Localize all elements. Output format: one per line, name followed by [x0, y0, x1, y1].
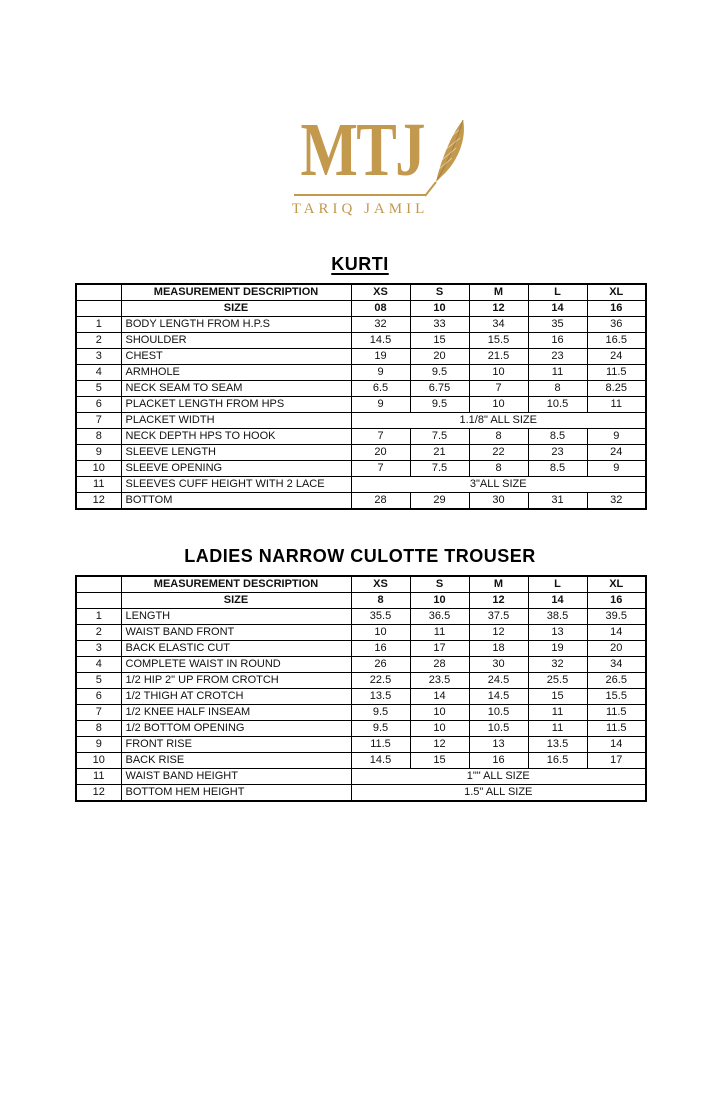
measurement-label-cell: COMPLETE WAIST IN ROUND	[121, 657, 351, 673]
measurement-label-cell: ARMHOLE	[121, 365, 351, 381]
measurement-value-cell: 8.25	[587, 381, 646, 397]
measurement-value-cell: 10.5	[469, 721, 528, 737]
measurement-value-cell: 9.5	[410, 365, 469, 381]
measurement-value-cell: 20	[587, 641, 646, 657]
size-row-label: SIZE	[121, 301, 351, 317]
measurement-label-cell: PLACKET LENGTH FROM HPS	[121, 397, 351, 413]
measurement-value-cell: 10	[410, 721, 469, 737]
measurement-value-cell: 11	[587, 397, 646, 413]
row-number-cell: 6	[76, 397, 121, 413]
measurement-row	[76, 477, 646, 493]
brand-monogram: MTJ	[300, 108, 424, 192]
measurement-value-cell: 9.5	[351, 721, 410, 737]
size-number-cell: 14	[528, 301, 587, 317]
measurement-value-cell: 16	[528, 333, 587, 349]
measurement-row	[76, 493, 646, 510]
measurement-value-cell: 16.5	[587, 333, 646, 349]
measurement-value-cell: 8	[528, 381, 587, 397]
allsize-span-cell: 1.5" ALL SIZE	[351, 785, 646, 802]
measurement-value-cell: 14	[410, 689, 469, 705]
measurement-label-cell: 1/2 BOTTOM OPENING	[121, 721, 351, 737]
measurement-value-cell: 16	[469, 753, 528, 769]
measurement-value-cell: 11.5	[587, 365, 646, 381]
measurement-label-cell: NECK DEPTH HPS TO HOOK	[121, 429, 351, 445]
measurement-value-cell: 14.5	[351, 333, 410, 349]
column-header-row	[76, 284, 646, 301]
size-chart-section-trouser	[75, 546, 645, 802]
measurement-value-cell: 11	[410, 625, 469, 641]
description-header: MEASUREMENT DESCRIPTION	[121, 576, 351, 593]
size-number-cell: 10	[410, 301, 469, 317]
brand-wordmark: TARIQ JAMIL	[291, 201, 429, 217]
measurement-row	[76, 413, 646, 429]
measurement-value-cell: 13	[469, 737, 528, 753]
measurement-value-cell: 12	[469, 625, 528, 641]
measurement-value-cell: 19	[528, 641, 587, 657]
row-number-header	[76, 593, 121, 609]
row-number-cell: 2	[76, 625, 121, 641]
measurement-value-cell: 24.5	[469, 673, 528, 689]
row-number-cell: 12	[76, 785, 121, 802]
measurement-value-cell: 11	[528, 705, 587, 721]
measurement-value-cell: 11.5	[587, 705, 646, 721]
measurement-value-cell: 6.75	[410, 381, 469, 397]
allsize-span-cell: 1"" ALL SIZE	[351, 769, 646, 785]
measurement-value-cell: 23	[528, 445, 587, 461]
measurement-value-cell: 9	[351, 397, 410, 413]
measurement-label-cell: PLACKET WIDTH	[121, 413, 351, 429]
row-number-cell: 9	[76, 445, 121, 461]
measurement-value-cell: 7	[469, 381, 528, 397]
measurement-row	[76, 397, 646, 413]
row-number-cell: 8	[76, 721, 121, 737]
measurement-value-cell: 34	[587, 657, 646, 673]
size-column-header: M	[469, 284, 528, 301]
measurement-value-cell: 16	[351, 641, 410, 657]
row-number-cell: 5	[76, 381, 121, 397]
row-number-cell: 10	[76, 753, 121, 769]
measurement-value-cell: 10.5	[469, 705, 528, 721]
measurement-label-cell: WAIST BAND FRONT	[121, 625, 351, 641]
row-number-header	[76, 576, 121, 593]
logo-divider	[294, 194, 426, 196]
measurement-value-cell: 10	[351, 625, 410, 641]
row-number-cell: 1	[76, 609, 121, 625]
measurement-label-cell: SLEEVE OPENING	[121, 461, 351, 477]
row-number-header	[76, 301, 121, 317]
measurement-value-cell: 15	[528, 689, 587, 705]
measurement-value-cell: 6.5	[351, 381, 410, 397]
measurement-value-cell: 35	[528, 317, 587, 333]
measurement-label-cell: 1/2 HIP 2" UP FROM CROTCH	[121, 673, 351, 689]
measurement-value-cell: 32	[351, 317, 410, 333]
size-number-cell: 8	[351, 593, 410, 609]
row-number-cell: 3	[76, 641, 121, 657]
measurement-value-cell: 9.5	[351, 705, 410, 721]
measurement-value-cell: 31	[528, 493, 587, 510]
measurement-value-cell: 8.5	[528, 461, 587, 477]
size-chart-table	[75, 283, 647, 510]
measurement-row	[76, 753, 646, 769]
size-column-header: XS	[351, 284, 410, 301]
measurement-label-cell: 1/2 KNEE HALF INSEAM	[121, 705, 351, 721]
measurement-row	[76, 785, 646, 802]
measurement-value-cell: 38.5	[528, 609, 587, 625]
measurement-label-cell: BACK ELASTIC CUT	[121, 641, 351, 657]
size-column-header: L	[528, 576, 587, 593]
measurement-label-cell: 1/2 THIGH AT CROTCH	[121, 689, 351, 705]
measurement-value-cell: 13	[528, 625, 587, 641]
measurement-row	[76, 721, 646, 737]
measurement-value-cell: 23.5	[410, 673, 469, 689]
measurement-row	[76, 365, 646, 381]
row-number-cell: 10	[76, 461, 121, 477]
measurement-label-cell: CHEST	[121, 349, 351, 365]
measurement-label-cell: BOTTOM	[121, 493, 351, 510]
measurement-row	[76, 689, 646, 705]
measurement-value-cell: 10	[469, 365, 528, 381]
measurement-value-cell: 28	[410, 657, 469, 673]
measurement-row	[76, 461, 646, 477]
measurement-value-cell: 35.5	[351, 609, 410, 625]
row-number-cell: 4	[76, 365, 121, 381]
measurement-value-cell: 11.5	[587, 721, 646, 737]
measurement-value-cell: 28	[351, 493, 410, 510]
measurement-value-cell: 10	[469, 397, 528, 413]
row-number-cell: 7	[76, 705, 121, 721]
measurement-row	[76, 641, 646, 657]
row-number-cell: 12	[76, 493, 121, 510]
allsize-span-cell: 1.1/8" ALL SIZE	[351, 413, 646, 429]
row-number-cell: 11	[76, 769, 121, 785]
measurement-value-cell: 9.5	[410, 397, 469, 413]
measurement-value-cell: 13.5	[528, 737, 587, 753]
measurement-row	[76, 349, 646, 365]
measurement-value-cell: 13.5	[351, 689, 410, 705]
measurement-value-cell: 19	[351, 349, 410, 365]
measurement-row	[76, 737, 646, 753]
row-number-cell: 7	[76, 413, 121, 429]
row-number-cell: 8	[76, 429, 121, 445]
measurement-label-cell: BOTTOM HEM HEIGHT	[121, 785, 351, 802]
description-header: MEASUREMENT DESCRIPTION	[121, 284, 351, 301]
row-number-cell: 1	[76, 317, 121, 333]
measurement-row	[76, 769, 646, 785]
allsize-span-cell: 3"ALL SIZE	[351, 477, 646, 493]
measurement-value-cell: 7.5	[410, 461, 469, 477]
brand-logo-inner	[285, 110, 435, 218]
measurement-label-cell: SLEEVE LENGTH	[121, 445, 351, 461]
size-column-header: S	[410, 576, 469, 593]
row-number-cell: 3	[76, 349, 121, 365]
quill-feather-icon	[421, 118, 467, 198]
column-header-row	[76, 576, 646, 593]
size-number-cell: 14	[528, 593, 587, 609]
measurement-value-cell: 15.5	[469, 333, 528, 349]
measurement-label-cell: BODY LENGTH FROM H.P.S	[121, 317, 351, 333]
row-number-header	[76, 284, 121, 301]
measurement-row	[76, 625, 646, 641]
measurement-value-cell: 30	[469, 657, 528, 673]
row-number-cell: 6	[76, 689, 121, 705]
size-column-header: XL	[587, 284, 646, 301]
row-number-cell: 5	[76, 673, 121, 689]
measurement-value-cell: 7	[351, 429, 410, 445]
measurement-value-cell: 7.5	[410, 429, 469, 445]
measurement-label-cell: FRONT RISE	[121, 737, 351, 753]
measurement-value-cell: 9	[587, 461, 646, 477]
measurement-value-cell: 9	[351, 365, 410, 381]
measurement-row	[76, 381, 646, 397]
measurement-row	[76, 673, 646, 689]
measurement-value-cell: 17	[587, 753, 646, 769]
measurement-value-cell: 36	[587, 317, 646, 333]
measurement-value-cell: 30	[469, 493, 528, 510]
size-chart-table	[75, 575, 647, 802]
size-number-cell: 16	[587, 593, 646, 609]
measurement-value-cell: 26.5	[587, 673, 646, 689]
brand-logo	[0, 110, 720, 218]
measurement-value-cell: 32	[528, 657, 587, 673]
measurement-label-cell: NECK SEAM TO SEAM	[121, 381, 351, 397]
measurement-value-cell: 24	[587, 349, 646, 365]
measurement-label-cell: BACK RISE	[121, 753, 351, 769]
measurement-value-cell: 12	[410, 737, 469, 753]
measurement-value-cell: 14	[587, 625, 646, 641]
size-number-cell: 08	[351, 301, 410, 317]
measurement-label-cell: WAIST BAND HEIGHT	[121, 769, 351, 785]
row-number-cell: 9	[76, 737, 121, 753]
measurement-value-cell: 17	[410, 641, 469, 657]
row-number-cell: 11	[76, 477, 121, 493]
measurement-row	[76, 429, 646, 445]
measurement-value-cell: 33	[410, 317, 469, 333]
measurement-value-cell: 10.5	[528, 397, 587, 413]
measurement-value-cell: 14.5	[351, 753, 410, 769]
measurement-value-cell: 14	[587, 737, 646, 753]
size-column-header: L	[528, 284, 587, 301]
measurement-value-cell: 23	[528, 349, 587, 365]
chart-title: LADIES NARROW CULOTTE TROUSER	[184, 546, 536, 566]
measurement-value-cell: 25.5	[528, 673, 587, 689]
measurement-value-cell: 21	[410, 445, 469, 461]
measurement-value-cell: 21.5	[469, 349, 528, 365]
row-number-cell: 2	[76, 333, 121, 349]
measurement-value-cell: 32	[587, 493, 646, 510]
measurement-label-cell: LENGTH	[121, 609, 351, 625]
measurement-value-cell: 22	[469, 445, 528, 461]
measurement-value-cell: 37.5	[469, 609, 528, 625]
size-number-cell: 12	[469, 301, 528, 317]
measurement-label-cell: SHOULDER	[121, 333, 351, 349]
measurement-value-cell: 8	[469, 461, 528, 477]
measurement-row	[76, 333, 646, 349]
size-number-cell: 16	[587, 301, 646, 317]
measurement-value-cell: 29	[410, 493, 469, 510]
measurement-label-cell: SLEEVES CUFF HEIGHT WITH 2 LACE	[121, 477, 351, 493]
measurement-value-cell: 16.5	[528, 753, 587, 769]
size-column-header: M	[469, 576, 528, 593]
size-number-row	[76, 301, 646, 317]
measurement-value-cell: 36.5	[410, 609, 469, 625]
measurement-row	[76, 657, 646, 673]
size-number-cell: 12	[469, 593, 528, 609]
size-column-header: S	[410, 284, 469, 301]
measurement-value-cell: 34	[469, 317, 528, 333]
measurement-value-cell: 15	[410, 753, 469, 769]
measurement-value-cell: 39.5	[587, 609, 646, 625]
measurement-row	[76, 705, 646, 721]
measurement-value-cell: 24	[587, 445, 646, 461]
measurement-value-cell: 15	[410, 333, 469, 349]
measurement-value-cell: 14.5	[469, 689, 528, 705]
measurement-row	[76, 445, 646, 461]
size-column-header: XS	[351, 576, 410, 593]
size-chart-section-kurti	[75, 254, 645, 510]
measurement-value-cell: 11.5	[351, 737, 410, 753]
measurement-value-cell: 11	[528, 365, 587, 381]
measurement-value-cell: 8.5	[528, 429, 587, 445]
measurement-row	[76, 609, 646, 625]
measurement-value-cell: 15.5	[587, 689, 646, 705]
measurement-value-cell: 22.5	[351, 673, 410, 689]
chart-title: KURTI	[331, 254, 389, 274]
measurement-value-cell: 11	[528, 721, 587, 737]
measurement-value-cell: 9	[587, 429, 646, 445]
size-number-cell: 10	[410, 593, 469, 609]
size-column-header: XL	[587, 576, 646, 593]
measurement-value-cell: 20	[351, 445, 410, 461]
measurement-value-cell: 7	[351, 461, 410, 477]
measurement-value-cell: 10	[410, 705, 469, 721]
measurement-row	[76, 317, 646, 333]
measurement-value-cell: 26	[351, 657, 410, 673]
row-number-cell: 4	[76, 657, 121, 673]
measurement-value-cell: 8	[469, 429, 528, 445]
measurement-value-cell: 18	[469, 641, 528, 657]
size-row-label: SIZE	[121, 593, 351, 609]
size-number-row	[76, 593, 646, 609]
measurement-value-cell: 20	[410, 349, 469, 365]
